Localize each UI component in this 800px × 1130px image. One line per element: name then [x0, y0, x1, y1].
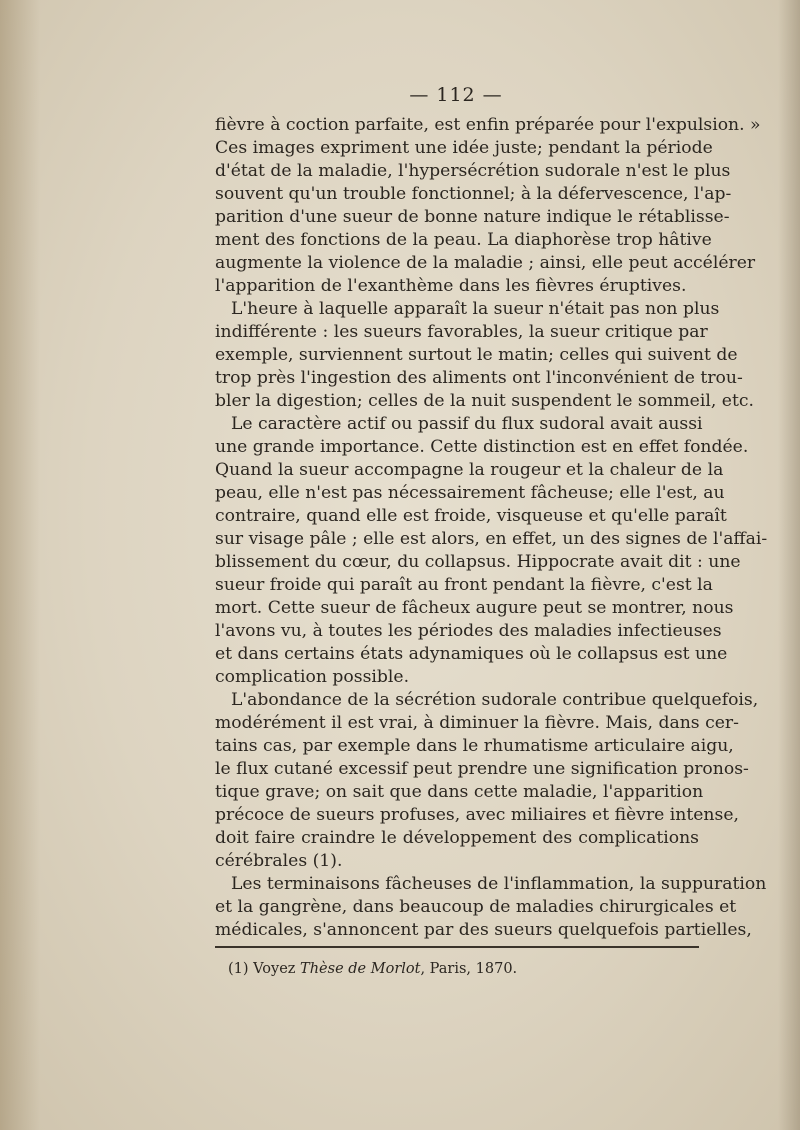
text-line: sur visage pâle ; elle est alors, en effet, un des signes de l'affai-: [215, 529, 768, 549]
footnote-prefix: (1) Voyez: [228, 961, 301, 977]
text-line: bler la digestion; celles de la nuit suspendent le sommeil, etc.: [215, 391, 754, 411]
text-line: modérément il est vrai, à diminuer la fièvre. Mais, dans cer-: [215, 713, 739, 733]
text-line: exemple, surviennent surtout le matin; celles qui suivent de: [215, 345, 738, 365]
text-line: fièvre à coction parfaite, est enfin préparée pour l'expulsion. »: [215, 115, 761, 135]
text-line: l'apparition de l'exanthème dans les fièvres éruptives.: [215, 276, 687, 296]
text-line: mort. Cette sueur de fâcheux augure peut se montrer, nous: [215, 598, 734, 618]
text-line: augmente la violence de la maladie ; ainsi, elle peut accélérer: [215, 253, 756, 273]
footnote-suffix: , Paris, 1870.: [420, 961, 518, 977]
text-line: l'avons vu, à toutes les périodes des maladies infectieuses: [215, 621, 722, 641]
text-line: contraire, quand elle est froide, visqueuse et qu'elle paraît: [215, 506, 727, 526]
text-line: Ces images expriment une idée juste; pendant la période: [215, 138, 713, 158]
text-line: une grande importance. Cette distinction est en effet fondée.: [215, 437, 749, 457]
text-line: trop près l'ingestion des aliments ont l'inconvénient de trou-: [215, 368, 743, 388]
text-line: doit faire craindre le développement des complications: [215, 828, 699, 848]
text-line: précoce de sueurs profuses, avec miliaires et fièvre intense,: [215, 805, 739, 825]
text-line: et dans certains états adynamiques où le collapsus est une: [215, 644, 728, 664]
text-line: le flux cutané excessif peut prendre une signification pronos-: [215, 759, 749, 779]
footnote-title: Thèse de Morlot: [300, 961, 421, 977]
text-line: L'heure à laquelle apparaît la sueur n'était pas non plus: [231, 299, 720, 319]
text-line: d'état de la maladie, l'hypersécrétion sudorale n'est le plus: [215, 161, 731, 181]
text-line: Quand la sueur accompagne la rougeur et la chaleur de la: [215, 460, 724, 480]
text-line: complication possible.: [215, 667, 410, 687]
page-number: — 112 —: [409, 84, 503, 106]
footnote: [228, 958, 517, 980]
text-line: médicales, s'annoncent par des sueurs quelquefois partielles,: [215, 920, 752, 940]
text-line: parition d'une sueur de bonne nature indique le rétablisse-: [215, 207, 730, 227]
text-line: souvent qu'un trouble fonctionnel; à la défervescence, l'ap-: [215, 184, 732, 204]
text-line: L'abondance de la sécrétion sudorale contribue quelquefois,: [231, 690, 759, 710]
body-text: [215, 114, 768, 942]
text-line: Les terminaisons fâcheuses de l'inflammation, la suppuration: [231, 874, 767, 894]
text-line: Le caractère actif ou passif du flux sudoral avait aussi: [231, 414, 703, 434]
text-line: indifférente : les sueurs favorables, la sueur critique par: [215, 322, 708, 342]
footnote-rule: [215, 946, 699, 948]
text-line: tains cas, par exemple dans le rhumatisme articulaire aigu,: [215, 736, 734, 756]
text-line: et la gangrène, dans beaucoup de maladies chirurgicales et: [215, 897, 737, 917]
text-line: tique grave; on sait que dans cette maladie, l'apparition: [215, 782, 704, 802]
text-line: cérébrales (1).: [215, 851, 343, 871]
text-line: sueur froide qui paraît au front pendant la fièvre, c'est la: [215, 575, 713, 595]
text-line: peau, elle n'est pas nécessairement fâcheuse; elle l'est, au: [215, 483, 725, 503]
text-line: blissement du cœur, du collapsus. Hippocrate avait dit : une: [215, 552, 741, 572]
text-line: ment des fonctions de la peau. La diaphorèse trop hâtive: [215, 230, 712, 250]
